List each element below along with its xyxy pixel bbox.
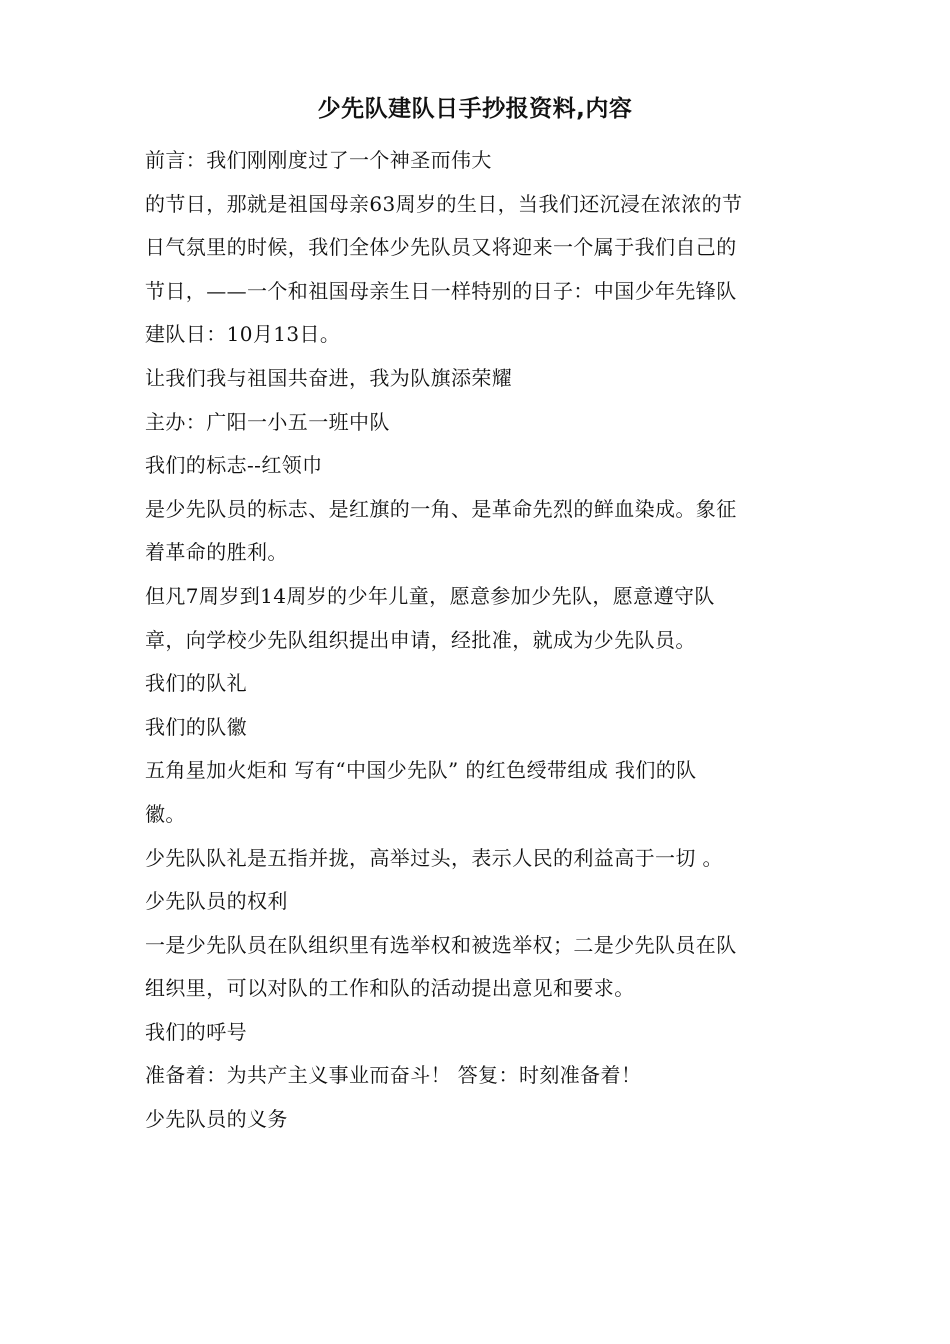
text-line: 让我们我与祖国共奋进，我为队旗添荣耀 [145, 365, 513, 390]
section-heading: 少先队员的义务 [145, 1107, 288, 1132]
section-heading: 我们的队徽 [145, 714, 247, 739]
text-line: 建队日：10月13日。 [145, 322, 341, 347]
section-heading: 少先队员的权利 [145, 889, 288, 914]
section-heading: 我们的标志--红领巾 [145, 453, 323, 478]
text-line: 主办：广阳一小五一班中队 [145, 409, 390, 434]
text-line: 节日，——一个和祖国母亲生日一样特别的日子：中国少年先锋队 [145, 278, 737, 303]
text-line: 准备着：为共产主义事业而奋斗！ 答复：时刻准备着！ [145, 1063, 642, 1088]
document-title: 少先队建队日手抄报资料,内容 [317, 96, 633, 122]
text-line: 少先队队礼是五指并拢，高举过头，表示人民的利益高于一切 。 [145, 845, 723, 870]
section-heading: 我们的队礼 [145, 671, 247, 696]
text-line: 五角星加火炬和 写有“中国少先队” 的红色绶带组成 我们的队 [145, 758, 697, 783]
document-body [145, 139, 805, 1142]
text-line: 章，向学校少先队组织提出申请，经批准，就成为少先队员。 [145, 627, 696, 652]
text-line: 徽。 [145, 801, 186, 826]
text-line: 着革命的胜利。 [145, 540, 288, 565]
text-line: 是少先队员的标志、是红旗的一角、是革命先烈的鲜血染成。象征 [145, 496, 737, 521]
text-line: 一是少先队员在队组织里有选举权和被选举权；二是少先队员在队 [145, 932, 737, 957]
text-line: 但凡7周岁到14周岁的少年儿童，愿意参加少先队，愿意遵守队 [145, 583, 715, 608]
text-line: 组织里，可以对队的工作和队的活动提出意见和要求。 [145, 976, 635, 1001]
text-line: 前言：我们刚刚度过了一个神圣而伟大 [145, 148, 492, 172]
section-heading: 我们的呼号 [145, 1019, 247, 1044]
text-line: 日气氛里的时候，我们全体少先队员又将迎来一个属于我们自己的 [145, 235, 737, 260]
text-line: 的节日，那就是祖国母亲63周岁的生日，当我们还沉浸在浓浓的节 [145, 191, 743, 216]
